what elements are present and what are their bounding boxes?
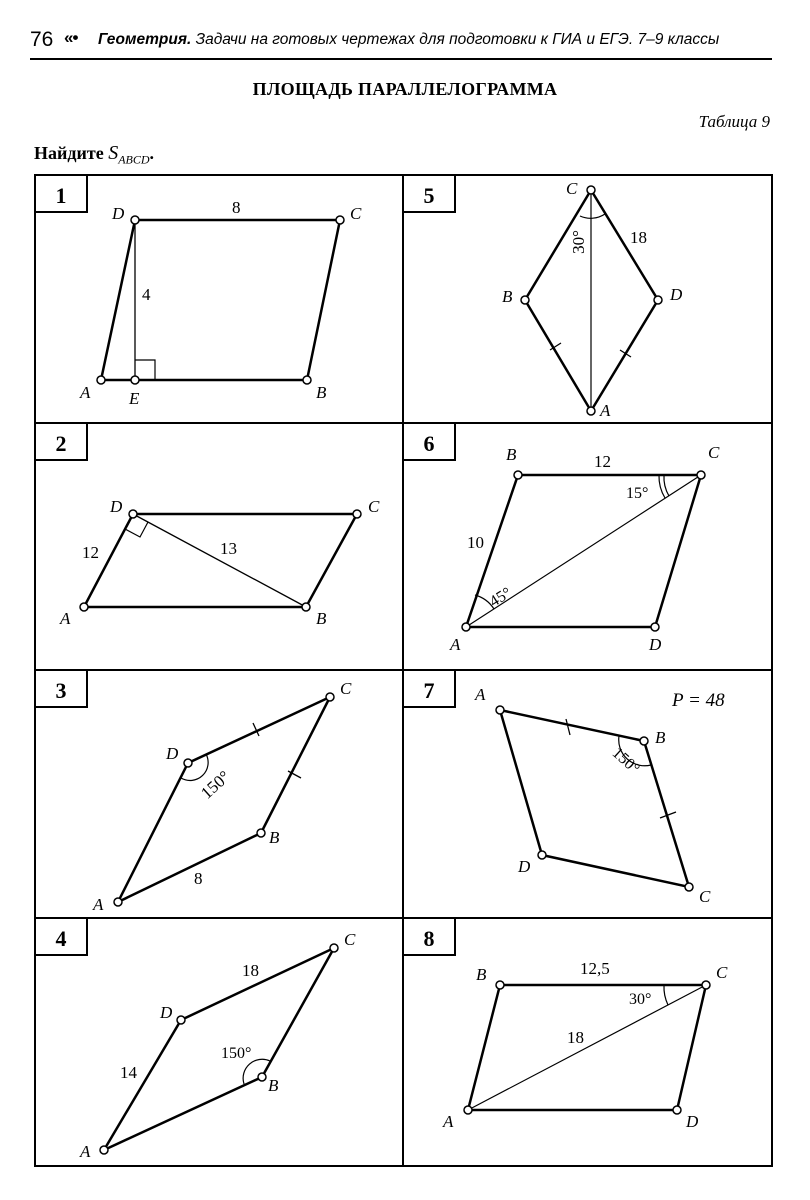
table-label: Таблица 9	[698, 112, 770, 131]
p2-label-13: 13	[220, 539, 237, 558]
problem-5-number	[403, 175, 455, 212]
p7-vertex-c: C	[699, 887, 711, 906]
p4-vertex-b: B	[268, 1076, 279, 1095]
svg-text:5: 5	[423, 183, 435, 208]
svg-text:2: 2	[55, 431, 67, 456]
problem-7-number	[403, 670, 455, 707]
p5-label-18: 18	[630, 228, 647, 247]
p2-vertex-b: B	[316, 609, 327, 628]
p2-vertex-d: D	[110, 497, 123, 516]
svg-text:3: 3	[55, 678, 67, 703]
header-marks: «•	[64, 28, 78, 47]
p6-vertex-a: A	[450, 635, 461, 654]
p1-vertex-d: D	[112, 204, 125, 223]
svg-text:4: 4	[55, 926, 67, 951]
problem-1-figure	[79, 198, 362, 408]
p7-vertex-b: B	[655, 728, 666, 747]
p8-label-angle: 30°	[629, 991, 652, 1008]
p6-label-12: 12	[594, 452, 611, 471]
p5-label-angle: 30°	[569, 230, 588, 254]
p4-label-18: 18	[242, 961, 259, 980]
p1-vertex-e: E	[129, 389, 140, 408]
p4-vertex-d: D	[160, 1003, 173, 1022]
p8-vertex-a: A	[443, 1112, 454, 1131]
p3-vertex-b: B	[269, 828, 280, 847]
p1-label-8: 8	[232, 198, 241, 217]
book-title-sub: Задачи на готовых чертежах для подготовки к ГИА и ЕГЭ. 7–9 классы	[191, 31, 720, 48]
p5-vertex-a: A	[600, 401, 611, 420]
p7-vertex-a: A	[475, 685, 486, 704]
p4-vertex-a: A	[80, 1142, 91, 1161]
p5-vertex-b: B	[502, 287, 513, 306]
page-number: 76	[30, 28, 54, 51]
p2-vertex-a: A	[60, 609, 71, 628]
svg-text:6: 6	[423, 431, 435, 456]
p7-perimeter: P = 48	[672, 690, 725, 711]
p2-label-12: 12	[82, 543, 99, 562]
problem-6-number	[403, 423, 455, 460]
p6-label-angle-15: 15°	[626, 485, 649, 502]
p7-label-angle: 150°	[608, 744, 643, 778]
prompt-text: Найдите	[34, 143, 109, 163]
p5-vertex-c: C	[566, 179, 578, 198]
p6-vertex-d: D	[649, 635, 662, 654]
problem-8-number	[403, 918, 455, 955]
prompt-sub: ABCD	[118, 152, 150, 167]
p1-label-4: 4	[142, 285, 151, 304]
problem-5-figure	[502, 179, 683, 420]
svg-text:1: 1	[55, 183, 67, 208]
p6-vertex-c: C	[708, 443, 720, 462]
problem-7-figure	[474, 685, 725, 906]
p4-vertex-c: C	[344, 930, 356, 949]
p3-vertex-a: A	[93, 895, 104, 914]
svg-text:7: 7	[423, 678, 435, 703]
problem-3-figure	[92, 679, 352, 914]
p6-label-10: 10	[467, 533, 484, 552]
p1-vertex-a: A	[80, 383, 91, 402]
p5-vertex-d: D	[670, 285, 683, 304]
p3-vertex-c: C	[340, 679, 352, 698]
p7-vertex-d: D	[518, 857, 531, 876]
p8-vertex-c: C	[716, 963, 728, 982]
prompt-end: .	[149, 143, 155, 163]
p3-label-8: 8	[194, 869, 203, 888]
p3-label-angle: 150°	[197, 766, 234, 803]
problem-4-figure	[79, 930, 356, 1161]
p8-label-12-5: 12,5	[580, 959, 610, 978]
p4-label-14: 14	[120, 1063, 137, 1082]
problem-4-number	[35, 918, 87, 955]
problem-1-number	[35, 175, 87, 212]
problem-2-figure	[59, 497, 380, 628]
p8-vertex-d: D	[686, 1112, 699, 1131]
svg-text:8: 8	[423, 926, 435, 951]
p6-label-angle-45: 45°	[486, 584, 515, 611]
prompt-s: S	[108, 142, 119, 164]
p1-vertex-c: C	[350, 204, 362, 223]
p4-label-angle: 150°	[221, 1045, 252, 1062]
p8-label-18: 18	[567, 1028, 584, 1047]
problem-2-number	[35, 423, 87, 460]
problem-8-figure	[442, 959, 728, 1131]
problem-6-figure	[449, 443, 720, 654]
p6-vertex-b: B	[506, 445, 517, 464]
p1-vertex-b: B	[316, 383, 327, 402]
page-title: ПЛОЩАДЬ ПАРАЛЛЕЛОГРАММА	[252, 79, 558, 99]
problem-3-number	[35, 670, 87, 707]
p3-vertex-d: D	[166, 744, 179, 763]
book-title-main: Геометрия.	[98, 31, 192, 48]
p8-vertex-b: B	[476, 965, 487, 984]
p2-vertex-c: C	[368, 497, 380, 516]
